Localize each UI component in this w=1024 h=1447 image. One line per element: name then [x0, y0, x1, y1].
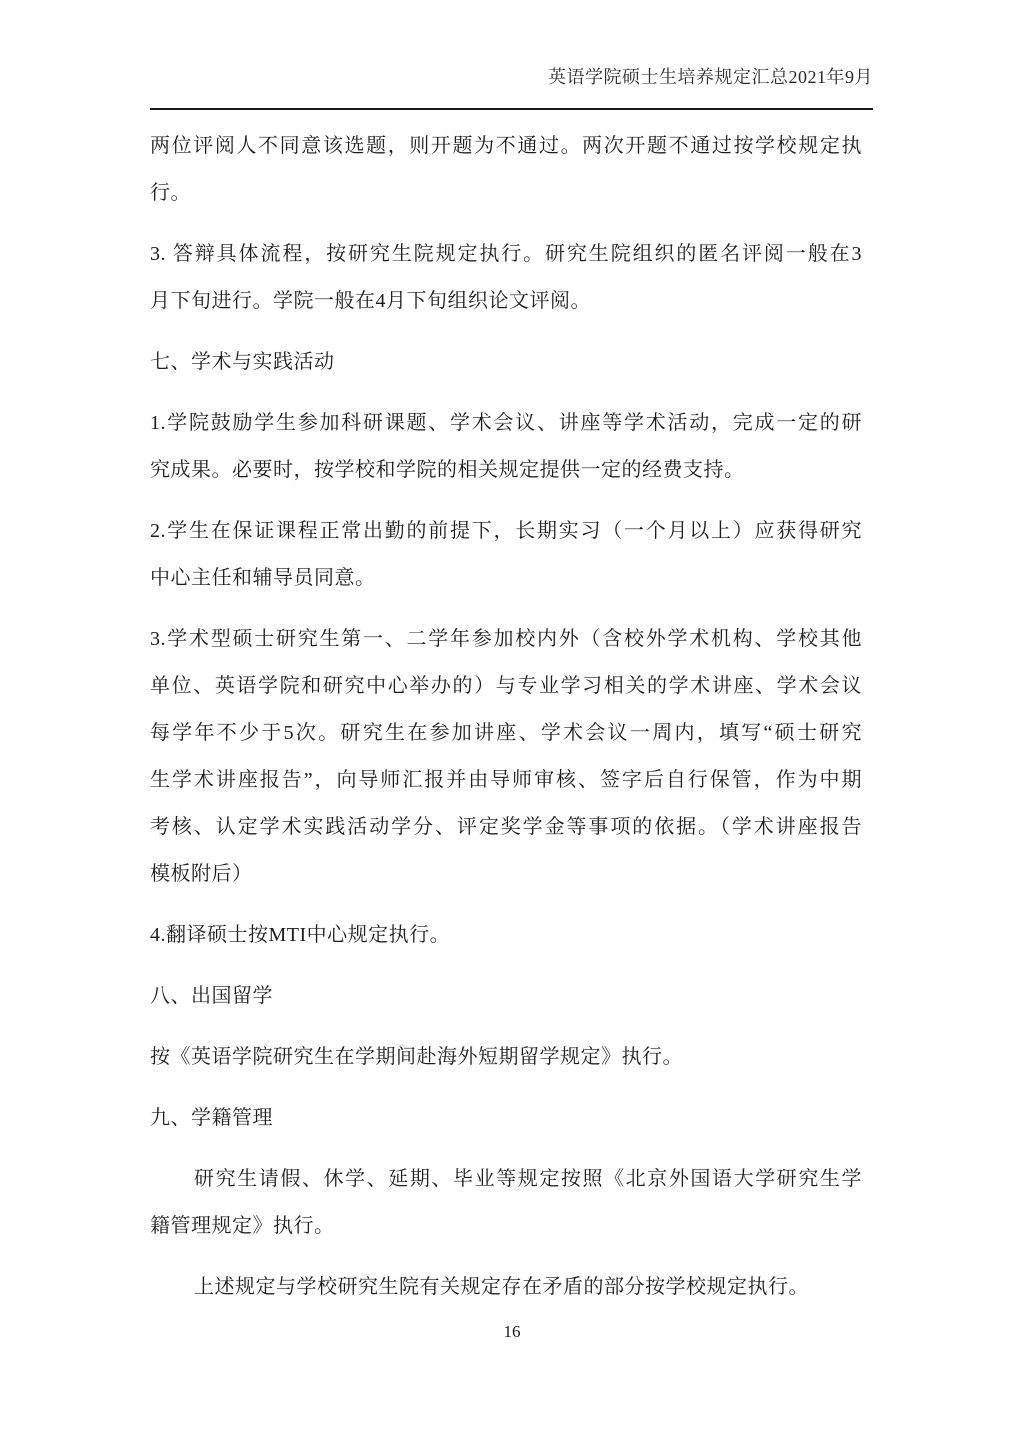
- header-title: 英语学院硕士生培养规定汇总2021年9月: [548, 67, 873, 87]
- paragraph-internship-rule: [150, 508, 862, 602]
- text-line: 按《英语学院研究生在学期间赴海外短期留学规定》执行。: [150, 1046, 683, 1068]
- heading-enrollment-management: [150, 1095, 862, 1142]
- heading-text: 七、学术与实践活动: [150, 351, 335, 373]
- heading-text: 八、出国留学: [150, 985, 273, 1007]
- paragraph-enrollment-rule: [150, 1156, 862, 1250]
- text-line: 考核、认定学术实践活动学分、评定奖学金等事项的依据。（学术讲座报告: [150, 816, 862, 838]
- paragraph-study-abroad-rule: [150, 1034, 862, 1081]
- text-line: 1.学院鼓励学生参加科研课题、学术会议、讲座等学术活动，完成一定的研: [150, 412, 862, 434]
- paragraph-lecture-requirement: [150, 616, 862, 898]
- text-line: 生学术讲座报告”，向导师汇报并由导师审核、签字后自行保管，作为中期: [150, 769, 862, 791]
- text-line: 籍管理规定》执行。: [150, 1215, 335, 1237]
- text-line: 中心主任和辅导员同意。: [150, 567, 376, 589]
- heading-academic-practice: [150, 339, 862, 386]
- text-line: 模板附后）: [150, 863, 253, 885]
- text-line: 研究生请假、休学、延期、毕业等规定按照《北京外国语大学研究生学: [194, 1168, 862, 1190]
- paragraph-conflict-rule: [150, 1264, 862, 1311]
- text-line: 单位、英语学院和研究中心举办的）与专业学习相关的学术讲座、学术会议: [150, 675, 862, 697]
- paragraph-research-encouragement: [150, 400, 862, 494]
- heading-study-abroad: [150, 973, 862, 1020]
- text-line: 两位评阅人不同意该选题，则开题为不通过。两次开题不通过按学校规定执: [150, 135, 862, 157]
- page-footer: [0, 1320, 1024, 1344]
- paragraph-opening-review: [150, 123, 862, 217]
- paragraph-mti-rule: [150, 912, 862, 959]
- text-line: 行。: [150, 182, 191, 204]
- text-line: 月下旬进行。学院一般在4月下旬组织论文评阅。: [150, 290, 591, 312]
- document-body: [150, 123, 862, 1325]
- paragraph-defense-procedure: [150, 231, 862, 325]
- text-line: 3. 答辩具体流程，按研究生院规定执行。研究生院组织的匿名评阅一般在3: [150, 243, 862, 265]
- text-line: 4.翻译硕士按MTI中心规定执行。: [150, 924, 451, 946]
- page-header: [150, 64, 873, 90]
- text-line: 究成果。必要时，按学校和学院的相关规定提供一定的经费支持。: [150, 459, 745, 481]
- page-number: 16: [503, 1322, 521, 1341]
- text-line: 3.学术型硕士研究生第一、二学年参加校内外（含校外学术机构、学校其他: [150, 628, 862, 650]
- heading-text: 九、学籍管理: [150, 1107, 273, 1129]
- text-line: 每学年不少于5次。研究生在参加讲座、学术会议一周内，填写“硕士研究: [150, 722, 862, 744]
- text-line: 2.学生在保证课程正常出勤的前提下，长期实习（一个月以上）应获得研究: [150, 520, 862, 542]
- header-rule: [150, 108, 873, 110]
- text-line: 上述规定与学校研究生院有关规定存在矛盾的部分按学校规定执行。: [194, 1276, 809, 1298]
